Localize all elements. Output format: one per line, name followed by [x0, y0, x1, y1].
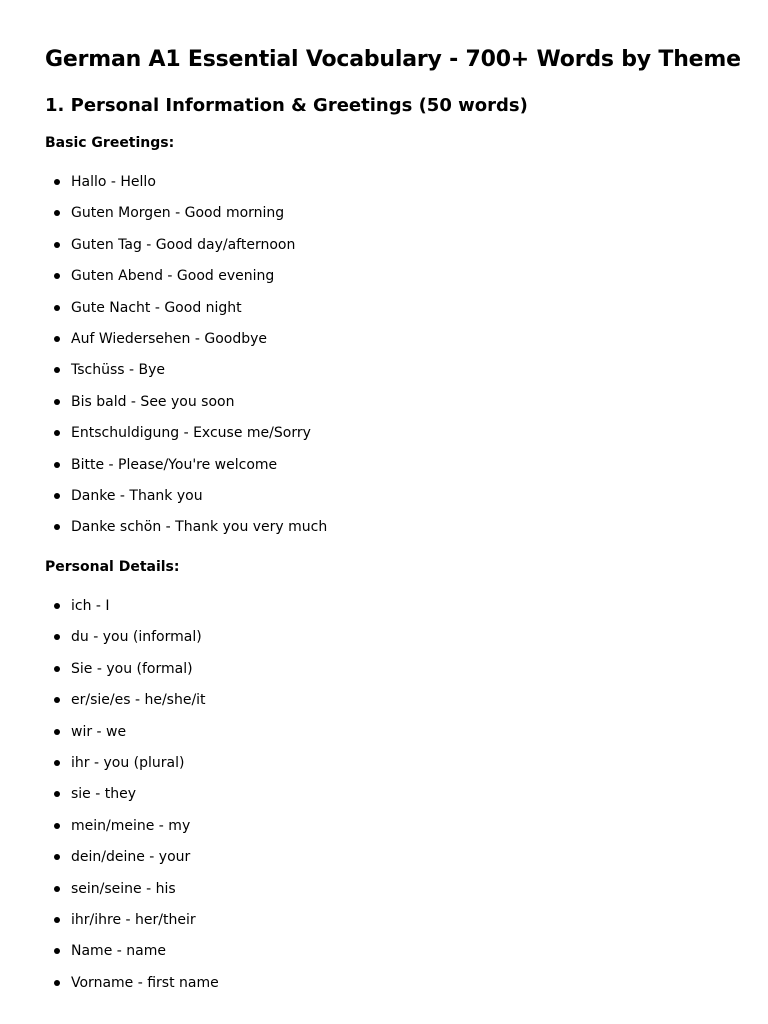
vocab-entry: Vorname - first name — [71, 974, 219, 991]
list-item — [45, 782, 219, 813]
vocab-entry: ihr - you (plural) — [71, 754, 185, 771]
bullet-icon — [54, 179, 60, 185]
vocab-entry: Danke schön - Thank you very much — [71, 519, 328, 536]
bullet-icon — [54, 917, 60, 923]
list-item — [45, 908, 219, 939]
bullet-icon — [54, 242, 60, 248]
personal-details-list — [45, 594, 219, 1002]
list-item — [45, 201, 327, 232]
bullet-icon — [54, 760, 60, 766]
basic-greetings-list — [45, 170, 327, 547]
list-item — [45, 170, 327, 201]
section-title: 1. Personal Information & Greetings (50 words) — [45, 95, 528, 116]
bullet-icon — [54, 634, 60, 640]
vocab-entry: ihr/ihre - her/their — [71, 911, 196, 928]
bullet-icon — [54, 273, 60, 279]
bullet-icon — [54, 399, 60, 405]
list-item — [45, 296, 327, 327]
vocab-entry: Tschüss - Bye — [71, 362, 166, 379]
vocab-entry: Gute Nacht - Good night — [71, 299, 242, 316]
bullet-icon — [54, 336, 60, 342]
vocab-entry: er/sie/es - he/she/it — [71, 692, 206, 709]
bullet-icon — [54, 980, 60, 986]
vocab-entry: Hallo - Hello — [71, 174, 156, 190]
list-item — [45, 720, 219, 751]
bullet-icon — [54, 462, 60, 468]
list-item — [45, 625, 219, 656]
vocab-entry: mein/meine - my — [71, 817, 191, 834]
list-item — [45, 515, 327, 546]
bullet-icon — [54, 524, 60, 530]
vocab-entry: Auf Wiedersehen - Goodbye — [71, 330, 267, 347]
bullet-icon — [54, 823, 60, 829]
bullet-icon — [54, 729, 60, 735]
bullet-icon — [54, 305, 60, 311]
list-item — [45, 971, 219, 1002]
bullet-icon — [54, 791, 60, 797]
list-item — [45, 877, 219, 908]
list-item — [45, 939, 219, 970]
bullet-icon — [54, 493, 60, 499]
list-item — [45, 594, 219, 625]
page-title: German A1 Essential Vocabulary - 700+ Words by Theme — [45, 47, 741, 72]
list-item — [45, 484, 327, 515]
vocab-entry: ich - I — [71, 598, 110, 614]
bullet-icon — [54, 210, 60, 216]
vocab-entry: wir - we — [71, 723, 127, 740]
vocab-entry: Bis bald - See you soon — [71, 393, 235, 410]
bullet-icon — [54, 430, 60, 436]
list-item — [45, 657, 219, 688]
basic-greetings-heading: Basic Greetings: — [45, 135, 175, 151]
vocab-entry: Bitte - Please/You're welcome — [71, 456, 278, 473]
list-item — [45, 421, 327, 452]
vocab-entry: Danke - Thank you — [71, 487, 203, 504]
bullet-icon — [54, 948, 60, 954]
bullet-icon — [54, 886, 60, 892]
bullet-icon — [54, 697, 60, 703]
vocab-entry: dein/deine - your — [71, 849, 191, 866]
list-item — [45, 814, 219, 845]
vocab-entry: Name - name — [71, 943, 166, 960]
list-item — [45, 453, 327, 484]
list-item — [45, 233, 327, 264]
list-item — [45, 688, 219, 719]
bullet-icon — [54, 666, 60, 672]
list-item — [45, 358, 327, 389]
vocab-entry: Guten Morgen - Good morning — [71, 205, 285, 222]
vocab-entry: Entschuldigung - Excuse me/Sorry — [71, 425, 311, 442]
list-item — [45, 845, 219, 876]
list-item — [45, 751, 219, 782]
vocab-entry: Sie - you (formal) — [71, 660, 193, 677]
list-item — [45, 390, 327, 421]
vocab-entry: du - you (informal) — [71, 629, 202, 646]
list-item — [45, 327, 327, 358]
bullet-icon — [54, 854, 60, 860]
vocab-entry: sie - they — [71, 786, 137, 803]
vocab-entry: Guten Abend - Good evening — [71, 268, 275, 285]
list-item — [45, 264, 327, 295]
vocab-entry: sein/seine - his — [71, 880, 176, 897]
bullet-icon — [54, 367, 60, 373]
bullet-icon — [54, 603, 60, 609]
personal-details-heading: Personal Details: — [45, 559, 180, 575]
vocab-entry: Guten Tag - Good day/afternoon — [71, 236, 296, 253]
